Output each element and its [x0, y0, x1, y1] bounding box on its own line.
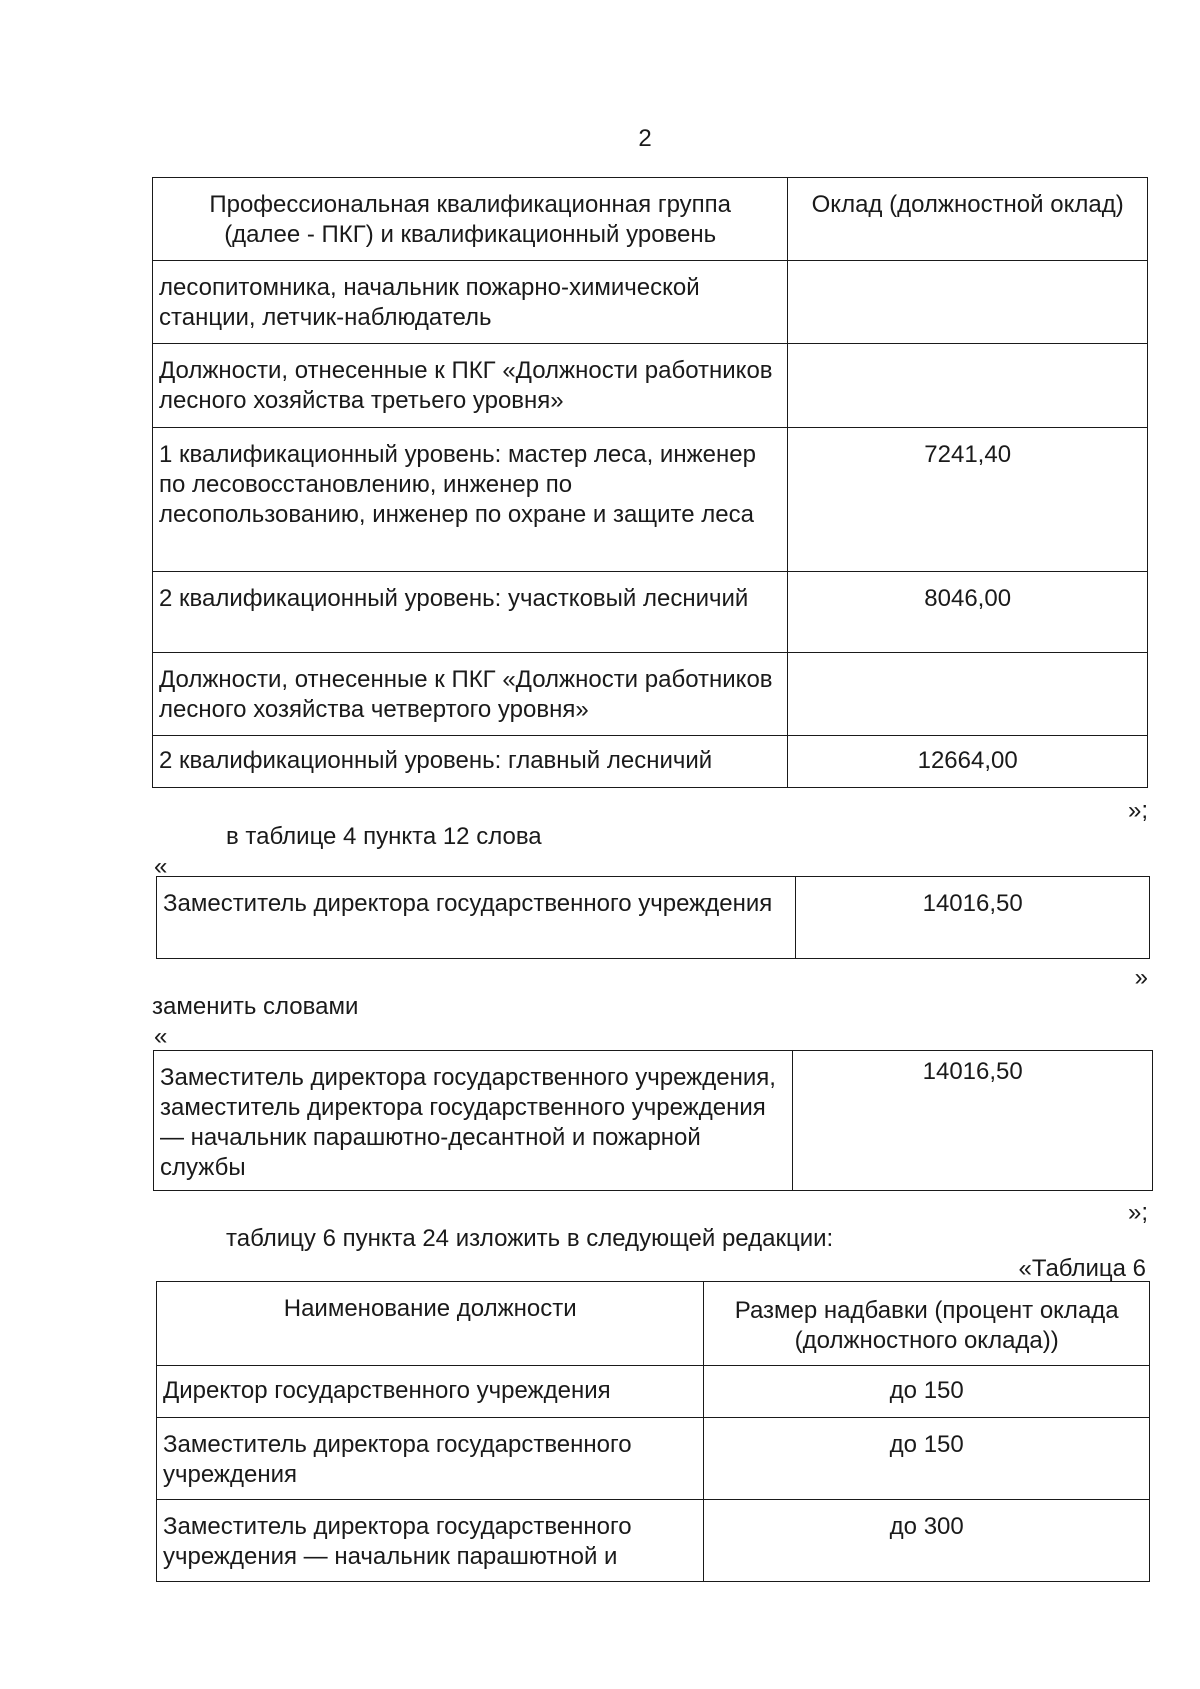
row-name: 1 квалификационный уровень: мастер леса, инженер по лесовосстановлению, инженер по лесопользованию, инженер по охране и защите леса: [153, 428, 788, 572]
row-name: Должности, отнесенные к ПКГ «Должности работников лесного хозяйства третьего уровня»: [153, 344, 788, 428]
row-value: до 300: [704, 1500, 1150, 1582]
close-quote-mark: »;: [1127, 1199, 1148, 1226]
table-header-row: [157, 1282, 1150, 1366]
table6-caption: «Таблица 6: [1018, 1255, 1146, 1282]
table-row: [157, 1418, 1150, 1500]
table-row: [157, 1366, 1150, 1418]
close-quote-mark: »: [1134, 964, 1148, 991]
old-words-table: [156, 876, 1150, 959]
new-words-table: [153, 1050, 1153, 1191]
table-row: [153, 261, 1148, 344]
row-value: до 150: [704, 1366, 1150, 1418]
row-salary: [788, 653, 1148, 736]
table-row: [153, 572, 1148, 653]
paragraph-replace-with: заменить словами: [152, 993, 359, 1020]
paragraph-table6-new-edition: таблицу 6 пункта 24 изложить в следующей редакции:: [226, 1225, 834, 1252]
row-salary: 14016,50: [796, 877, 1150, 959]
paragraph-table4-words: в таблице 4 пункта 12 слова: [226, 823, 542, 850]
row-salary: 8046,00: [788, 572, 1148, 653]
table-row: [154, 1051, 1153, 1191]
pkg-salary-table: [152, 177, 1148, 788]
header-cell-position: Наименование должности: [157, 1282, 704, 1366]
close-quote-mark: »;: [1127, 797, 1148, 824]
table-row: [157, 1500, 1150, 1582]
open-quote-mark: «: [154, 1023, 168, 1050]
open-quote-mark: «: [154, 853, 168, 880]
row-salary: 14016,50: [793, 1051, 1153, 1191]
row-name: Должности, отнесенные к ПКГ «Должности работников лесного хозяйства четвертого уровня»: [153, 653, 788, 736]
row-salary: 7241,40: [788, 428, 1148, 572]
row-salary: 12664,00: [788, 736, 1148, 788]
row-name: Заместитель директора государственного учреждения: [157, 1418, 704, 1500]
row-name: лесопитомника, начальник пожарно-химической станции, летчик-наблюдатель: [153, 261, 788, 344]
header-cell-allowance: Размер надбавки (процент оклада (должностного оклада)): [704, 1282, 1150, 1366]
row-name: 2 квалификационный уровень: участковый лесничий: [153, 572, 788, 653]
header-cell-pkg: Профессиональная квалификационная группа (далее - ПКГ) и квалификационный уровень: [153, 178, 788, 261]
table-row: [153, 344, 1148, 428]
row-name: Директор государственного учреждения: [157, 1366, 704, 1418]
table-row: [153, 653, 1148, 736]
row-value: до 150: [704, 1418, 1150, 1500]
table-row: [153, 428, 1148, 572]
row-name: 2 квалификационный уровень: главный лесничий: [153, 736, 788, 788]
row-name: Заместитель директора государственного учреждения — начальник парашютной и: [157, 1500, 704, 1582]
table-header-row: [153, 178, 1148, 261]
row-name: Заместитель директора государственного учреждения: [157, 877, 796, 959]
row-salary: [788, 344, 1148, 428]
table-row: [153, 736, 1148, 788]
table6-allowance: [156, 1281, 1150, 1582]
header-cell-salary: Оклад (должностной оклад): [788, 178, 1148, 261]
row-name: Заместитель директора государственного учреждения, заместитель директора государственного учреждения — начальник парашютно-десантной и пожарной службы: [154, 1051, 793, 1191]
row-salary: [788, 261, 1148, 344]
page-number: 2: [638, 125, 652, 152]
table-row: [157, 877, 1150, 959]
